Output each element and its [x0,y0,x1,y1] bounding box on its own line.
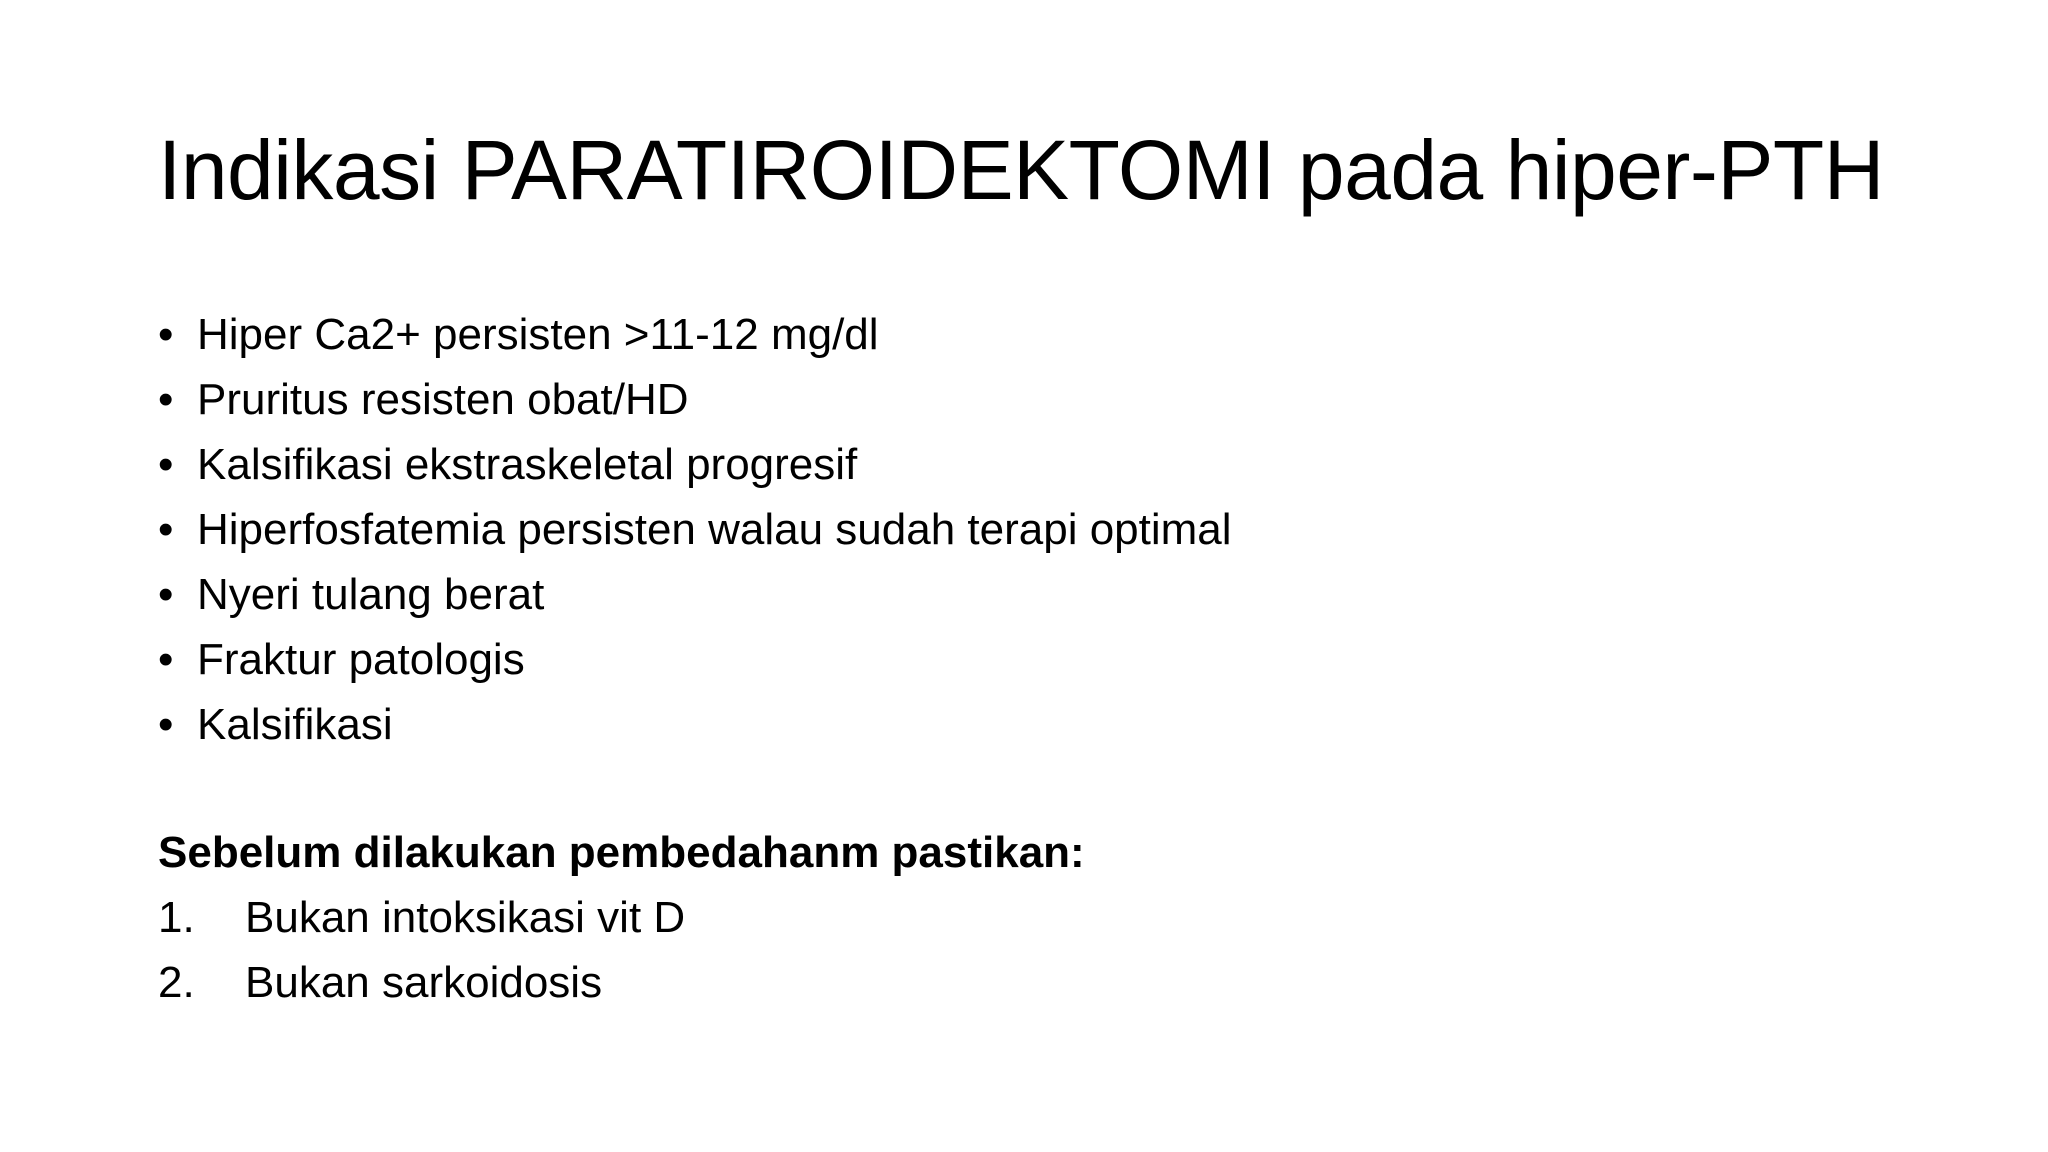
bullet-marker: • [158,310,174,359]
numbered-item [158,885,1085,950]
bullet-item [158,562,1232,627]
bullet-marker: • [158,570,174,619]
bullet-text: Hiperfosfatemia persisten walau sudah terapi optimal [197,505,1232,554]
bullet-text: Fraktur patologis [197,635,525,684]
bullet-marker: • [158,635,174,684]
item-text: Bukan sarkoidosis [245,958,603,1007]
bullet-marker: • [158,440,174,489]
item-text: Bukan intoksikasi vit D [245,893,686,942]
item-number: 1. [158,893,195,942]
bullet-marker: • [158,505,174,554]
bullet-item [158,367,1232,432]
note-heading: Sebelum dilakukan pembedahanm pastikan: [158,828,1085,877]
indication-bullet-list [158,302,1232,757]
bullet-text: Nyeri tulang berat [197,570,545,619]
numbered-list [158,885,1085,1015]
numbered-item [158,950,1085,1015]
bullet-marker: • [158,375,174,424]
item-number: 2. [158,958,195,1007]
bullet-item [158,432,1232,497]
bullet-item [158,627,1232,692]
bullet-text: Hiper Ca2+ persisten >11-12 mg/dl [197,310,879,359]
bullet-marker: • [158,700,174,749]
bullet-text: Kalsifikasi ekstraskeletal progresif [197,440,858,489]
bullet-item [158,692,1232,757]
bullet-text: Kalsifikasi [197,700,393,749]
pre-surgery-note [158,820,1085,1015]
bullet-text: Pruritus resisten obat/HD [197,375,689,424]
bullet-item [158,497,1232,562]
slide-title: Indikasi PARATIROIDEKTOMI pada hiper-PTH [158,123,1884,217]
bullet-item [158,302,1232,367]
